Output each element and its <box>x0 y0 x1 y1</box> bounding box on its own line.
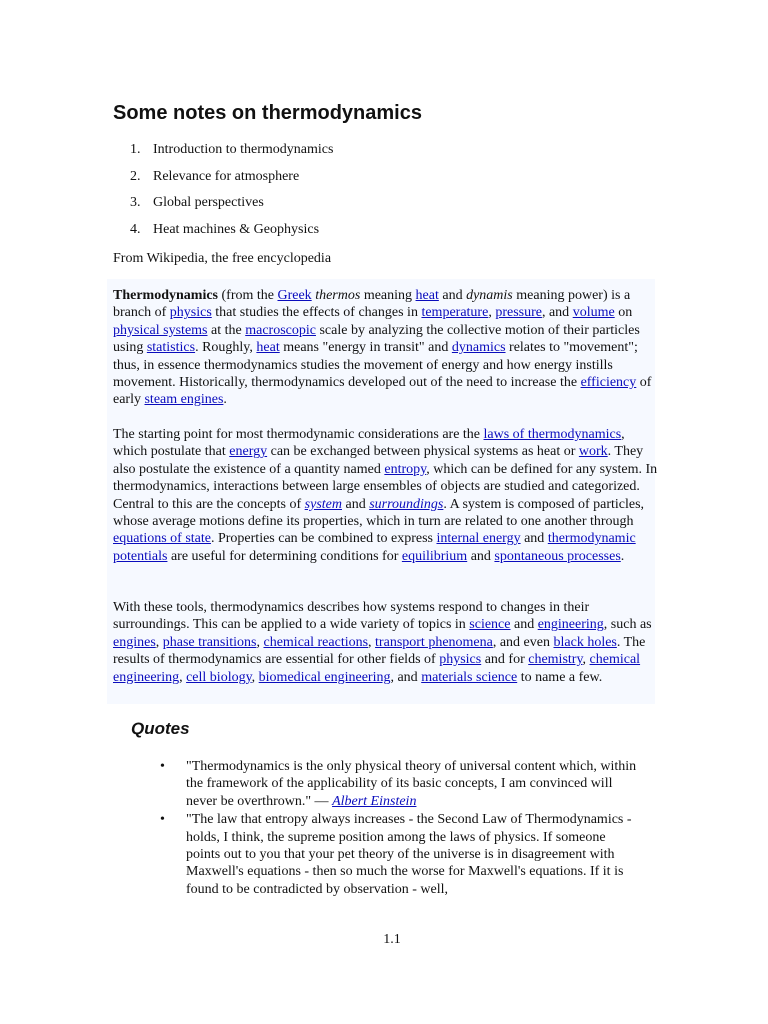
source-line: From Wikipedia, the free encyclopedia <box>113 251 332 266</box>
bullet-icon: • <box>160 812 165 828</box>
article-link[interactable]: efficiency <box>580 375 637 391</box>
article-paragraph <box>113 599 658 686</box>
article-link[interactable]: spontaneous processes <box>494 548 621 564</box>
bold-term: Thermodynamics <box>113 288 218 303</box>
text-run: , and <box>541 305 573 321</box>
article-link[interactable]: materials science <box>421 669 518 685</box>
text-run: , and <box>390 669 422 685</box>
article-link[interactable]: volume <box>572 305 615 321</box>
toc-item-label: Relevance for atmosphere <box>153 168 300 184</box>
text-run: . Properties can be combined to express <box>210 531 437 547</box>
text-run: and <box>467 548 495 564</box>
article-link[interactable]: thermodynamic potentials <box>113 531 636 564</box>
article-link[interactable]: cell biology <box>186 669 252 685</box>
article-link[interactable]: statistics <box>146 340 196 356</box>
text-run: are useful for determining conditions for <box>167 548 402 564</box>
toc-item[interactable]: 2. Relevance for atmosphere <box>130 168 300 184</box>
text-run: can be exchanged between physical systems as heat or <box>267 444 579 460</box>
text-run: , which postulate that <box>113 427 625 460</box>
text-run: of early <box>113 375 652 408</box>
article-link[interactable]: physical systems <box>113 322 208 338</box>
article-link[interactable]: pressure <box>495 305 542 321</box>
text-run: . Roughly, <box>195 340 257 356</box>
article-link[interactable]: transport phenomena <box>375 634 493 650</box>
text-run: and <box>342 496 370 512</box>
toc-item-label: Introduction to thermodynamics <box>153 142 334 157</box>
article-link[interactable]: laws of thermodynamics <box>483 427 622 442</box>
article-link[interactable]: work <box>578 444 608 460</box>
text-run: meaning <box>360 288 416 303</box>
text-run: The starting point for most thermodynamic considerations are the <box>113 427 484 442</box>
bullet-icon: • <box>160 759 165 774</box>
text-run: "Thermodynamics is the only physical theory of universal content which, within the framework of the applicability of its basic concepts, I am convinced will never be overthrown." — <box>186 759 637 809</box>
article-link[interactable]: surroundings <box>369 496 444 512</box>
text-run: on <box>614 305 633 321</box>
text-run: and <box>510 617 538 633</box>
text-run: . They also postulate the existence of a quantity named <box>113 444 644 477</box>
text-run: scale by analyzing the collective motion of their particles using <box>113 322 640 356</box>
page-number: 1.1 <box>383 932 401 947</box>
text-run: means "energy in transit" and <box>279 340 452 356</box>
article-link[interactable]: biomedical engineering <box>258 669 391 685</box>
article-link[interactable]: physics <box>439 652 482 668</box>
table-of-contents <box>113 137 333 243</box>
text-run: With these tools, thermodynamics describes how systems respond to changes in their surroundings. This can be applied to a wide variety of topics in <box>113 600 590 633</box>
text-run: , such as <box>603 617 652 633</box>
text-run: (from the <box>218 288 278 303</box>
quote-item <box>160 811 640 898</box>
article-link[interactable]: phase transitions <box>162 634 257 650</box>
text-run: . The results of thermodynamics are essential for other fields of <box>113 634 646 668</box>
text-run: , <box>155 634 163 650</box>
article-link[interactable]: system <box>304 496 342 512</box>
article-link[interactable]: internal energy <box>436 531 521 547</box>
text-run: "The law that entropy always increases - the Second Law of Thermodynamics - holds, I think, the supreme position among the laws of physics. If someone points out to you that your pet theory of the universe is in disagreement with Maxwell's equations - then so much the worse for Maxwell's equations. If it is found to be contradicted by observation - well, <box>186 812 632 897</box>
text-run: , <box>179 669 187 685</box>
article-link[interactable]: energy <box>229 444 268 460</box>
article-link[interactable]: Albert Einstein <box>332 793 417 809</box>
text-run: thermos <box>315 288 361 303</box>
text-run: relates to "movement"; thus, in essence thermodynamics studies the movement of energy and how energy instills movement. Historically, thermodynamics developed out of the need to increase the <box>113 340 638 391</box>
quote-item <box>160 758 640 810</box>
article-link[interactable]: physics <box>169 305 212 321</box>
article-link[interactable]: steam engines <box>144 392 224 408</box>
article-link[interactable]: engineering <box>537 617 604 633</box>
text-run: and <box>520 531 548 547</box>
article-link[interactable]: dynamics <box>451 340 506 356</box>
article-link[interactable]: temperature <box>421 305 489 321</box>
quotes-heading: Quotes <box>131 719 190 738</box>
text-run: . <box>223 392 227 408</box>
text-run: to name a few. <box>517 669 603 685</box>
article-link[interactable]: entropy <box>384 461 427 477</box>
toc-item[interactable]: 1. Introduction to thermodynamics <box>130 142 334 157</box>
article-paragraph <box>113 426 658 565</box>
quote-text <box>186 812 632 897</box>
text-run: , <box>368 634 376 650</box>
text-run: meaning power) is a branch of <box>113 288 631 321</box>
page-title: Some notes on thermodynamics <box>113 102 422 124</box>
text-run: at the <box>207 322 246 338</box>
toc-item-label: Global perspectives <box>153 195 264 210</box>
article-link[interactable]: macroscopic <box>245 322 316 338</box>
article-link[interactable]: equilibrium <box>401 548 468 564</box>
article-link[interactable]: chemical reactions <box>263 634 369 650</box>
text-run: and for <box>481 652 529 668</box>
quote-text <box>186 759 636 809</box>
article-paragraph <box>113 287 658 409</box>
article-link[interactable]: black holes <box>553 634 617 650</box>
text-run: . <box>620 548 625 564</box>
text-run: and <box>438 288 467 303</box>
article-link[interactable]: science <box>469 617 511 633</box>
text-run: dynamis <box>466 288 513 303</box>
toc-item[interactable]: 3. Global perspectives <box>130 195 264 210</box>
text-run: , <box>582 652 590 668</box>
text-run: , <box>251 669 259 685</box>
article-link[interactable]: engines <box>113 634 156 650</box>
article-link[interactable]: chemical engineering <box>113 652 641 685</box>
text-run: , and even <box>492 634 554 650</box>
quotes-list <box>160 758 640 899</box>
article-link[interactable]: equations of state <box>113 531 211 547</box>
text-run: , <box>488 305 496 321</box>
article-link[interactable]: heat <box>415 288 439 303</box>
article-link[interactable]: chemistry <box>528 652 583 668</box>
text-run: , which can be defined for any system. In thermodynamics, interactions between large ensembles of objects are studied and categorized. Central to this are the concepts of <box>113 461 658 512</box>
text-run: , <box>256 634 264 650</box>
article-link[interactable]: Greek <box>277 288 312 303</box>
toc-item[interactable]: 4. Heat machines & Geophysics <box>130 221 320 237</box>
toc-item-label: Heat machines & Geophysics <box>153 221 320 237</box>
article-link[interactable]: heat <box>256 340 280 356</box>
text-run: . A system is composed of particles, whose average motions define its properties, which in turn are related to one another through <box>113 496 645 530</box>
text-run: that studies the effects of changes in <box>211 305 422 321</box>
